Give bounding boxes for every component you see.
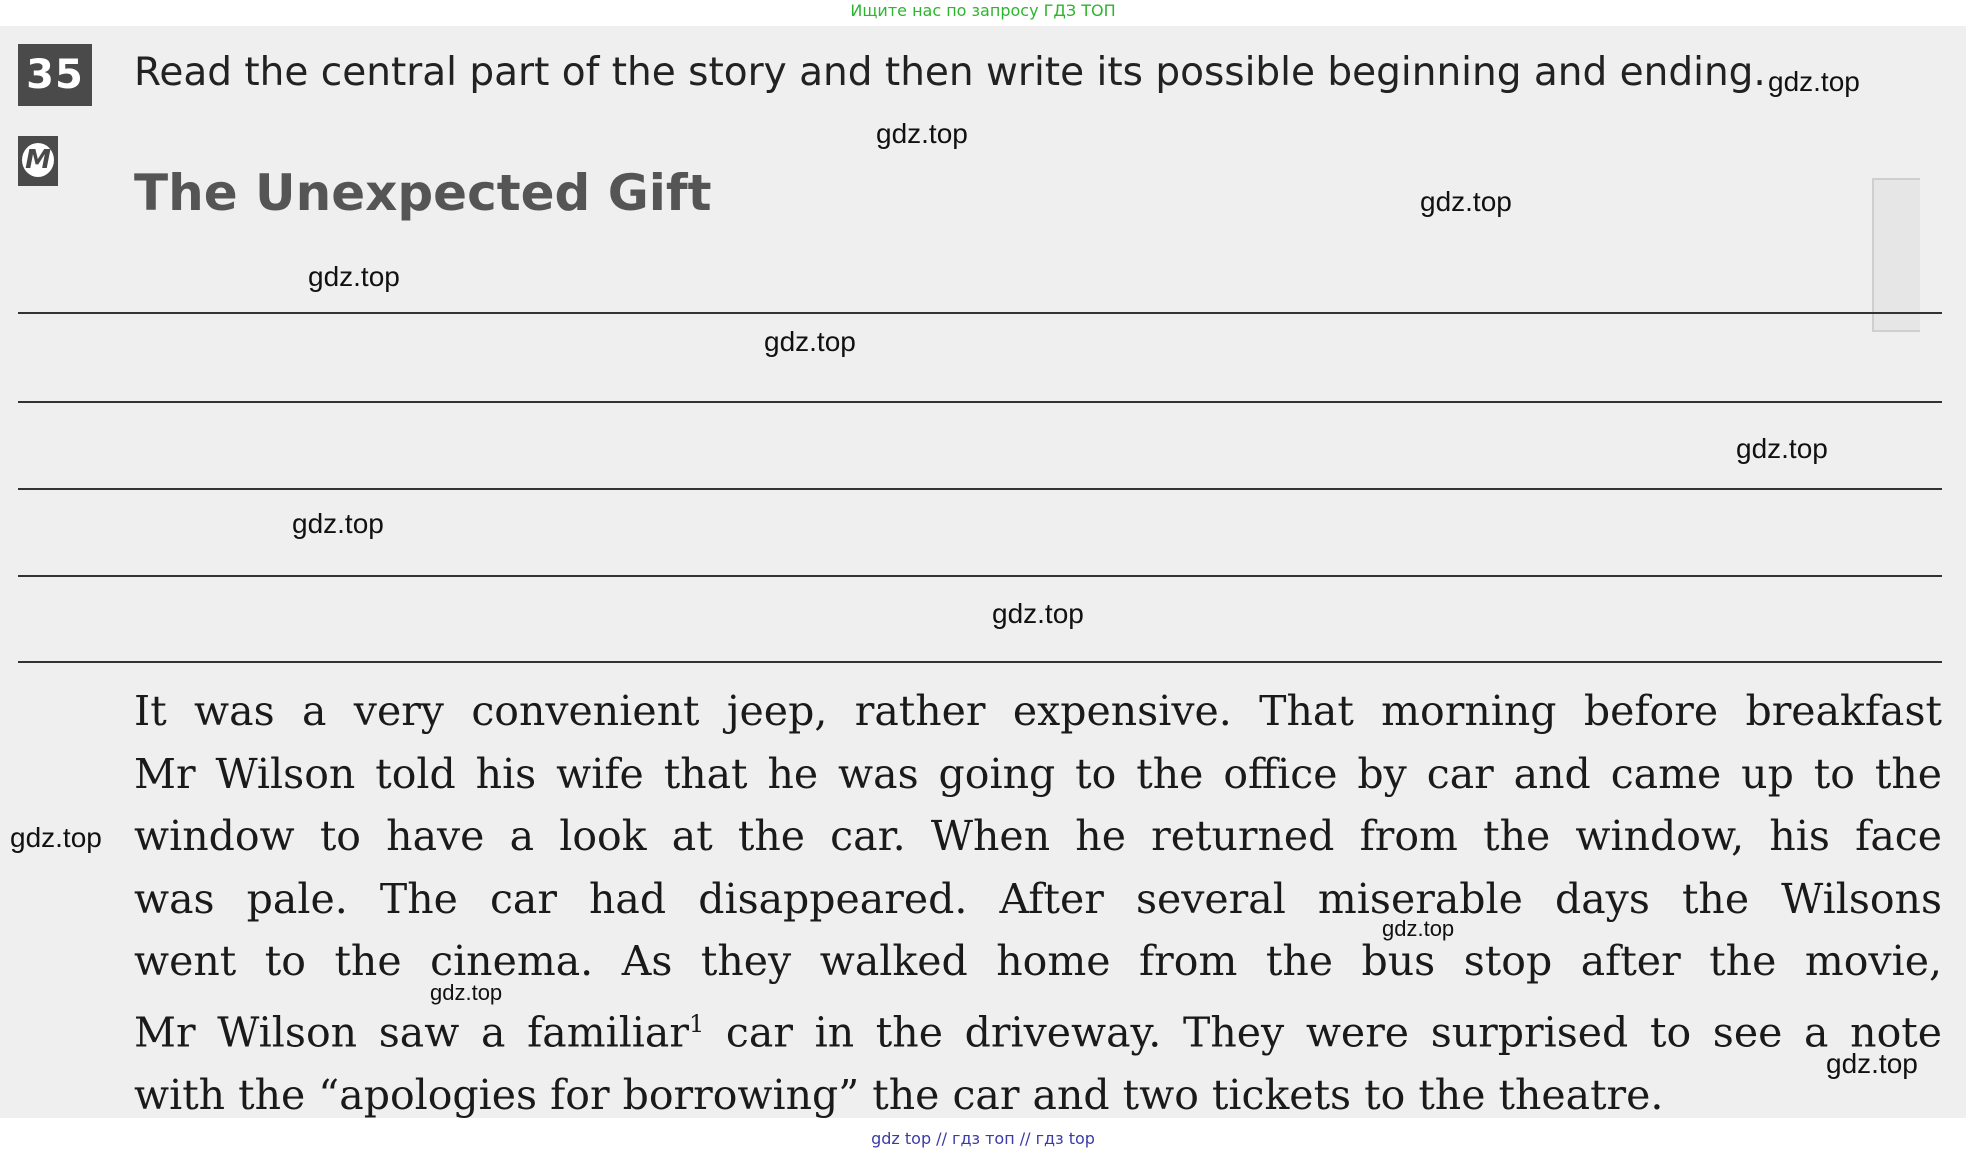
writing-line	[18, 661, 1942, 663]
watermark: gdz.top	[992, 598, 1084, 629]
story-line: was pale. The car had disappeared. After several miserable days the Wilsons	[134, 874, 1942, 923]
task-number: 35	[18, 44, 92, 106]
watermark: gdz.top	[308, 261, 400, 292]
watermark: gdz.top	[1768, 66, 1860, 97]
watermark: gdz.top	[764, 326, 856, 357]
writing-line	[18, 488, 1942, 490]
writing-line	[18, 575, 1942, 577]
task-instruction: Read the central part of the story and then write its possible beginning and ending.	[134, 50, 1766, 95]
story-line: window to have a look at the car. When he returned from the window, his face	[134, 812, 1942, 860]
watermark: gdz.top	[1826, 1048, 1918, 1079]
textbook-page	[0, 26, 1966, 1118]
story-line: with the “apologies for borrowing” the car and two tickets to the theatre.	[134, 1070, 1664, 1119]
story-line	[134, 993, 1942, 1064]
watermark: gdz.top	[1736, 433, 1828, 464]
story-text	[134, 680, 1942, 1126]
watermark: gdz.top	[292, 508, 384, 539]
watermark: gdz.top	[876, 118, 968, 149]
watermark: gdz.top	[1382, 916, 1455, 941]
writing-line	[18, 401, 1942, 403]
story-line-part: Mr Wilson saw a familiar	[134, 1008, 689, 1057]
story-title: The Unexpected Gift	[134, 164, 712, 222]
footnote-marker: 1	[688, 1009, 705, 1038]
watermark: gdz.top	[1420, 186, 1512, 217]
margin-tab	[1872, 178, 1920, 332]
watermark: gdz.top	[10, 822, 102, 853]
writing-line	[18, 312, 1942, 314]
m-badge-icon	[18, 136, 58, 186]
watermark: gdz.top	[430, 980, 503, 1005]
story-line: It was a very convenient jeep, rather expensive. That morning before breakfast	[134, 687, 1942, 735]
top-banner[interactable]: Ищите нас по запросу ГДЗ ТОП	[850, 1, 1116, 20]
story-line: Mr Wilson told his wife that he was going to the office by car and came up to the	[134, 749, 1942, 798]
m-badge-letter: M	[22, 143, 54, 177]
bottom-footer[interactable]: gdz top // гдз топ // гдз top	[871, 1129, 1095, 1148]
story-line-part: car in the driveway. They were surprised to see a note	[704, 1008, 1942, 1057]
story-line: went to the cinema. As they walked home from the bus stop after the movie,	[134, 937, 1942, 985]
